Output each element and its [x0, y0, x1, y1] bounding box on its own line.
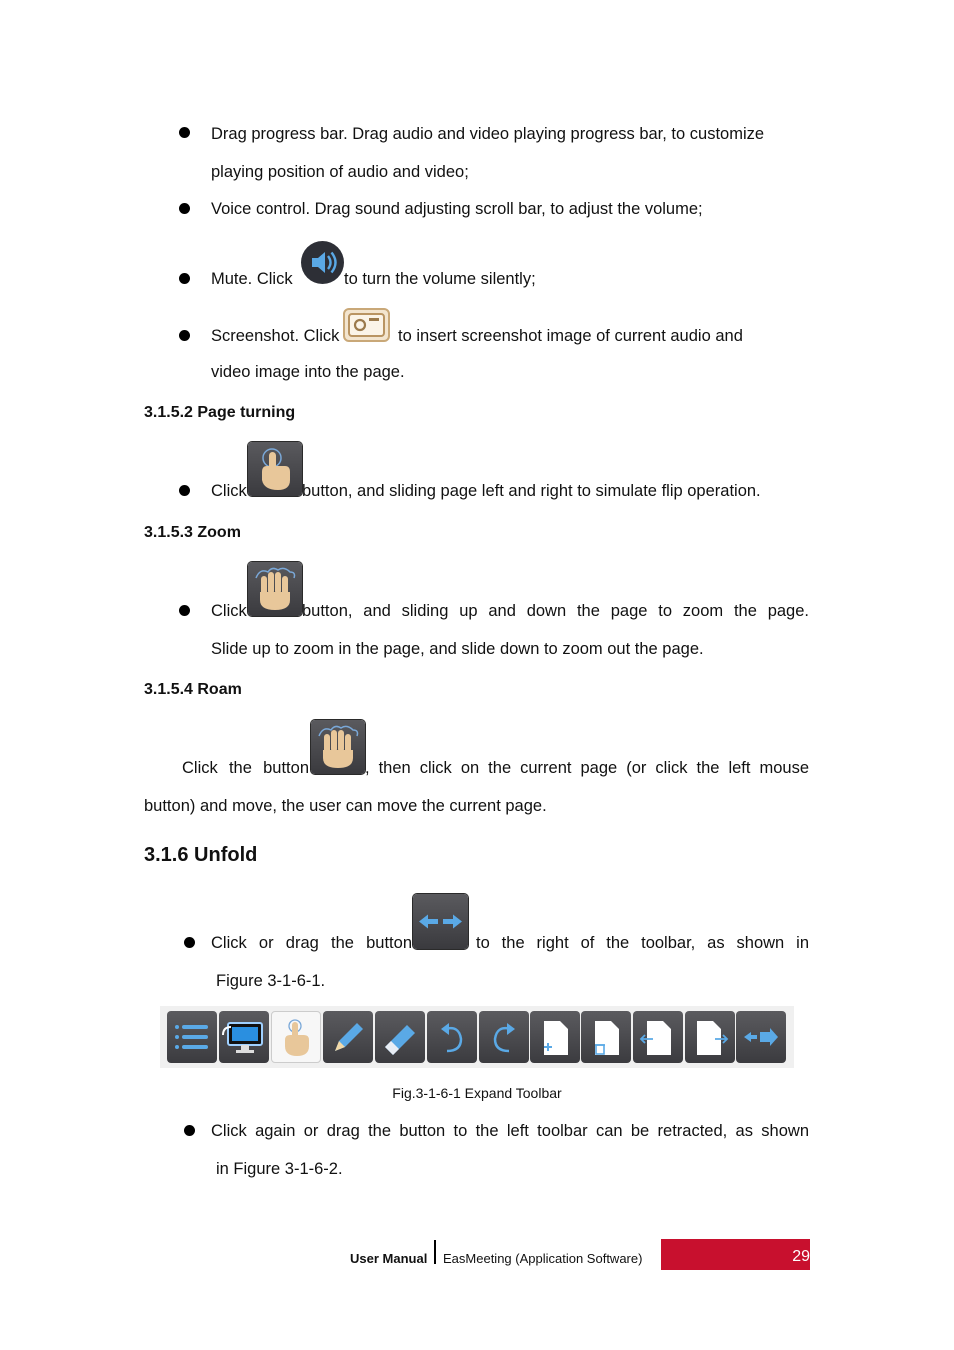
hand-icon[interactable]: [271, 1011, 321, 1063]
expand-arrows-icon: [413, 894, 468, 949]
bullet: [179, 273, 190, 284]
bullet: [179, 127, 190, 138]
expand-icon[interactable]: [736, 1011, 786, 1063]
camera-icon: [343, 308, 390, 342]
heading-page-turning: 3.1.5.2 Page turning: [144, 404, 296, 421]
new-page-icon[interactable]: [530, 1011, 580, 1063]
screenshot-text-after: to insert screenshot image of current audio and: [398, 327, 743, 345]
page-turning-click: Click: [211, 482, 247, 500]
bullet: [184, 937, 195, 948]
redo-icon[interactable]: [479, 1011, 529, 1063]
page-number: 29: [792, 1248, 810, 1265]
page-turning-text: button, and sliding page left and right to simulate flip operation.: [302, 482, 761, 500]
roam-hand-icon: [311, 720, 365, 774]
multi-finger-hand-icon: [248, 562, 302, 616]
menu-icon[interactable]: [167, 1011, 217, 1063]
bullet: [179, 485, 190, 496]
bullet: [179, 203, 190, 214]
screenshot-text: Screenshot. Click: [211, 327, 340, 345]
heading-roam: 3.1.5.4 Roam: [144, 681, 242, 698]
mute-text: Mute. Click: [211, 270, 293, 288]
undo-icon[interactable]: [427, 1011, 477, 1063]
drag-progress-text-2: playing position of audio and video;: [211, 163, 469, 181]
unfold-text-after: to the right of the toolbar, as shown in: [476, 934, 809, 952]
unfold-text-before: Click or drag the button: [211, 934, 412, 952]
footer-left: User Manual: [350, 1251, 428, 1266]
zoom-click: Click: [211, 602, 247, 620]
voice-control-text: Voice control. Drag sound adjusting scroll bar, to adjust the volume;: [211, 200, 703, 218]
footer-divider: [434, 1240, 436, 1264]
eraser-icon[interactable]: [375, 1011, 425, 1063]
unfold-text-2: Figure 3-1-6-1.: [216, 972, 326, 990]
single-finger-hand-icon: [248, 442, 302, 496]
zoom-text: button, and sliding up and down the page to zoom the page.: [302, 602, 809, 620]
retract-text-2: in Figure 3-1-6-2.: [216, 1160, 343, 1178]
delete-page-icon[interactable]: [581, 1011, 631, 1063]
pen-icon[interactable]: [323, 1011, 373, 1063]
prev-page-icon[interactable]: [633, 1011, 683, 1063]
bullet: [179, 605, 190, 616]
drag-progress-text: Drag progress bar. Drag audio and video playing progress bar, to customize: [211, 125, 765, 143]
heading-zoom: 3.1.5.3 Zoom: [144, 524, 241, 541]
mute-text-after: to turn the volume silently;: [344, 270, 536, 288]
bullet: [179, 330, 190, 341]
next-page-icon[interactable]: [685, 1011, 735, 1063]
figure-caption: Fig.3-1-6-1 Expand Toolbar: [392, 1085, 562, 1101]
screen-icon[interactable]: [219, 1011, 269, 1063]
bullet: [184, 1125, 195, 1136]
screenshot-text-2: video image into the page.: [211, 363, 405, 381]
roam-click: Click the button: [182, 759, 309, 777]
heading-unfold: 3.1.6 Unfold: [144, 844, 258, 866]
roam-text-2: button) and move, the user can move the current page.: [144, 797, 547, 815]
footer-right: EasMeeting (Application Software): [443, 1251, 643, 1266]
zoom-text-2: Slide up to zoom in the page, and slide down to zoom out the page.: [211, 640, 704, 658]
retract-text: Click again or drag the button to the left toolbar can be retracted, as shown: [211, 1122, 809, 1140]
speaker-icon: [300, 240, 345, 285]
roam-text: , then click on the current page (or click the left mouse: [365, 759, 809, 777]
